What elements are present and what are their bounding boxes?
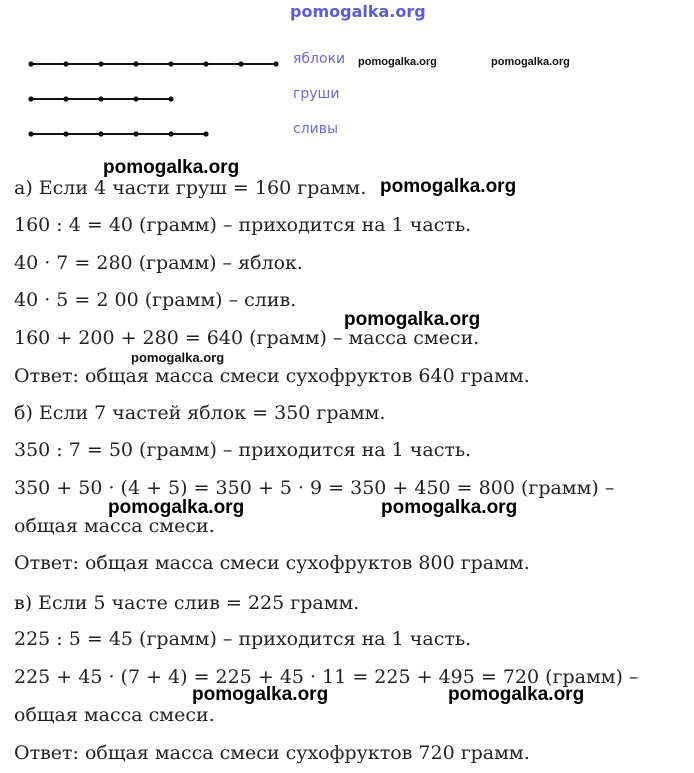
segment-apples-point [98,61,103,66]
solution-line: 40 · 7 = 280 (грамм) – яблок. [14,252,303,274]
watermark: pomogalka.org [380,176,517,197]
segment-apples-point [133,61,138,66]
segment-pears-point [133,96,138,101]
segment-plums-point [203,131,208,136]
segment-apples-point [238,61,243,66]
watermark: pomogalka.org [448,684,585,705]
solution-line: в) Если 5 часте слив = 225 грамм. [14,592,360,614]
top-watermark: pomogalka.org [290,2,426,21]
watermark: pomogalka.org [491,56,570,68]
segment-pears-point [28,96,33,101]
segment-plums-point [98,131,103,136]
solution-line: 225 + 45 · (7 + 4) = 225 + 45 · 11 = 225 + 495 = 720 (грамм) – [14,666,639,688]
segment-diagram [0,40,300,150]
watermark: pomogalka.org [358,56,437,68]
answer-line: Ответ: общая масса смеси сухофруктов 720 грамм. [14,742,530,764]
watermark: pomogalka.org [381,497,518,518]
segment-pears-point [63,96,68,101]
solution-line: 350 : 7 = 50 (грамм) – приходится на 1 часть. [14,439,472,461]
segment-plums-point [133,131,138,136]
solution-line: 350 + 50 · (4 + 5) = 350 + 5 · 9 = 350 + 450 = 800 (грамм) – [14,477,615,499]
answer-line: Ответ: общая масса смеси сухофруктов 800 грамм. [14,552,530,574]
segment-pears-point [168,96,173,101]
solution-line: 40 · 5 = 2 00 (грамм) – слив. [14,289,297,311]
watermark: pomogalka.org [131,350,225,365]
legend-plums: сливы [293,121,339,137]
watermark: pomogalka.org [344,309,481,330]
segment-apples-point [273,61,278,66]
legend-pears: груши [293,86,340,102]
solution-line: общая масса смеси. [14,704,215,726]
segment-apples-point [63,61,68,66]
solution-line: общая масса смеси. [14,515,215,537]
solution-line: 160 + 200 + 280 = 640 (грамм) – масса смеси. [14,327,480,349]
segment-plums-point [168,131,173,136]
answer-line: Ответ: общая масса смеси сухофруктов 640 грамм. [14,365,530,387]
legend-apples: яблоки [293,51,346,67]
segment-apples-point [168,61,173,66]
solution-line: 160 : 4 = 40 (грамм) – приходится на 1 часть. [14,214,472,236]
solution-line: б) Если 7 частей яблок = 350 грамм. [14,402,386,424]
segment-apples-point [203,61,208,66]
segment-plums-point [28,131,33,136]
solution-line: 225 : 5 = 45 (грамм) – приходится на 1 часть. [14,628,472,650]
watermark: pomogalka.org [192,684,329,705]
solution-line: а) Если 4 части груш = 160 грамм. [14,177,367,199]
watermark: pomogalka.org [108,497,245,518]
segment-apples-point [28,61,33,66]
segment-pears-point [98,96,103,101]
segment-plums-point [63,131,68,136]
watermark: pomogalka.org [103,157,240,178]
